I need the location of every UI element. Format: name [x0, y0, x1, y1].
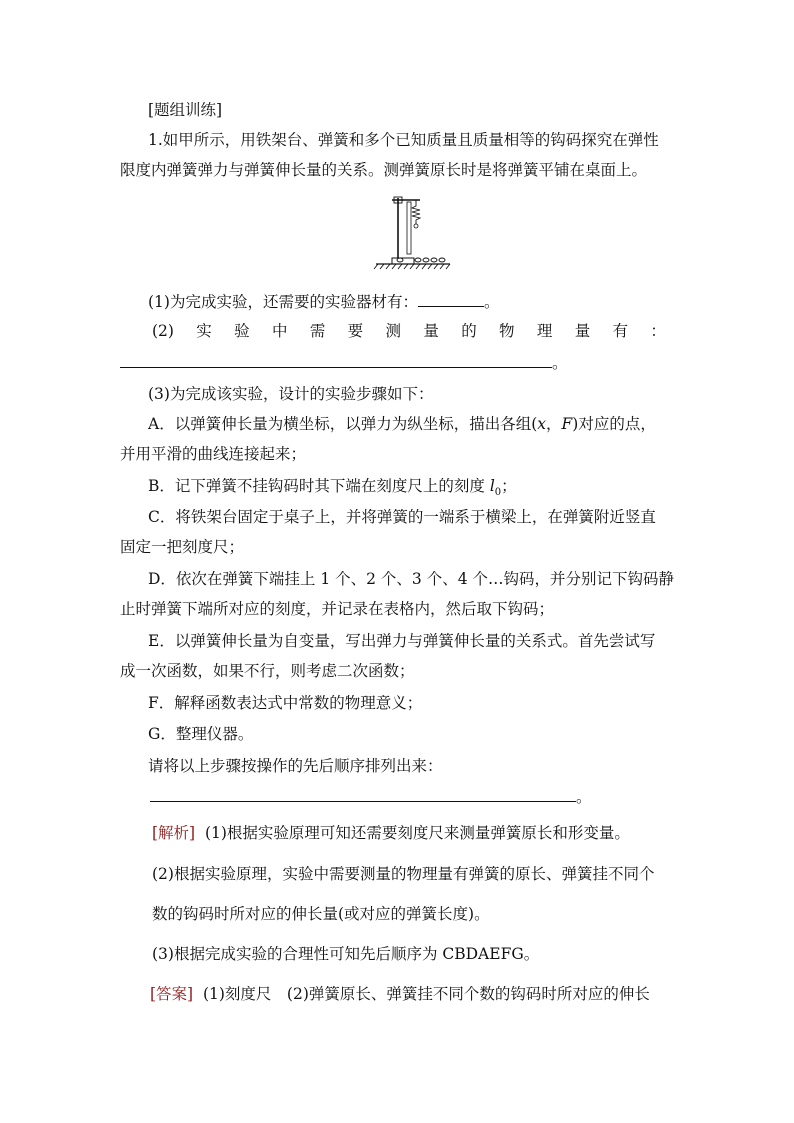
q2-char: 需	[309, 322, 326, 340]
answer-tag: [答案]	[150, 985, 194, 1003]
var-l: l	[489, 477, 495, 495]
step-e-line-1: E．以弹簧伸长量为自变量，写出弹力与弹簧伸长量的关系式。首先尝试写	[148, 632, 656, 650]
answer-text: (1)刻度尺 (2)弹簧原长、弹簧挂不同个数的钩码时所对应的伸长	[202, 985, 650, 1003]
iron-stand-figure	[370, 192, 454, 274]
q2-char: 要	[347, 322, 364, 340]
question-part-2	[152, 321, 666, 341]
analysis-1-text: (1)根据实验原理可知还需要刻度尺来测量弹簧原长和形变量。	[204, 824, 630, 842]
q2-char: 测	[385, 322, 402, 340]
answer-line	[150, 984, 650, 1004]
q2-char: 物	[499, 322, 515, 340]
var-x: x	[537, 415, 546, 433]
question-part-1-text: (1)为完成实验，还需要的实验器材有：	[148, 293, 418, 311]
step-f: F．解释函数表达式中常数的物理意义；	[148, 694, 423, 712]
analysis-1	[152, 823, 630, 843]
question-part-3: (3)为完成该实验，设计的实验步骤如下：	[148, 385, 434, 403]
analysis-3: (3)根据完成实验的合理性可知先后顺序为 CBDAEFG。	[152, 945, 540, 963]
period: 。	[552, 354, 568, 372]
var-f: F	[561, 415, 573, 433]
q2-char: 量	[574, 322, 591, 340]
period: 。	[576, 788, 592, 806]
question-stem-line-2: 限度内弹簧弹力与弹簧伸长量的关系。测弹簧原长时是将弹簧平铺在桌面上。	[120, 161, 648, 179]
answer-blank-3[interactable]	[150, 786, 576, 802]
step-b-text: B．记下弹簧不挂钩码时其下端在刻度尺上的刻度	[148, 477, 490, 495]
comma: ，	[546, 415, 562, 433]
q2-char: 理	[536, 322, 553, 340]
order-prompt: 请将以上步骤按操作的先后顺序排列出来：	[148, 757, 443, 775]
analysis-2-line-1: (2)根据实验原理，实验中需要测量的物理量有弹簧的原长、弹簧挂不同个	[152, 865, 655, 883]
question-part-1	[148, 291, 499, 312]
period: 。	[483, 293, 500, 311]
q2-char: (2)	[152, 322, 174, 340]
q2-char: 实	[196, 322, 212, 340]
analysis-2-line-2: 数的钩码时所对应的伸长量(或对应的弹簧长度)。	[152, 905, 490, 923]
answer-blank-2[interactable]	[120, 352, 552, 368]
q2-char: 的	[461, 322, 477, 340]
step-d-line-1: D．依次在弹簧下端挂上 1 个、2 个、3 个、4 个…钩码，并分别记下钩码静	[148, 570, 675, 588]
question-part-2-blank-line	[120, 352, 568, 373]
step-c-line-1: C．将铁架台固定于桌子上，并将弹簧的一端系于横梁上，在弹簧附近竖直	[148, 508, 656, 526]
step-b	[148, 476, 517, 503]
step-d-line-2: 止时弹簧下端所对应的刻度，并记录在表格内，然后取下钩码；	[120, 600, 555, 618]
step-e-line-2: 成一次函数，如果不行，则考虑二次函数；	[120, 662, 415, 680]
answer-blank-1[interactable]	[418, 291, 484, 307]
step-a-text: A．以弹簧伸长量为横坐标，以弹力为纵坐标，描出各组(	[148, 415, 538, 433]
order-blank-line	[150, 786, 592, 807]
semicolon: ；	[501, 477, 517, 495]
section-tag: [题组训练]	[148, 101, 223, 119]
step-c-line-2: 固定一把刻度尺；	[120, 538, 245, 556]
question-stem-line-1: 1.如甲所示，用铁架台、弹簧和多个已知质量且质量相等的钩码探究在弹性	[148, 131, 659, 149]
q2-char: 中	[271, 322, 288, 340]
step-g: G．整理仪器。	[148, 725, 254, 743]
q2-char: 验	[234, 322, 250, 340]
q2-char: 量	[423, 322, 439, 340]
q2-char: 有	[612, 322, 629, 340]
step-a-line-1	[148, 414, 656, 434]
q2-char: ：	[650, 322, 666, 340]
analysis-tag: [解析]	[152, 824, 196, 842]
subscript-0: 0	[494, 487, 502, 499]
step-a-text-end: )对应的点，	[572, 415, 656, 433]
step-a-line-2: 并用平滑的曲线连接起来；	[120, 445, 307, 463]
